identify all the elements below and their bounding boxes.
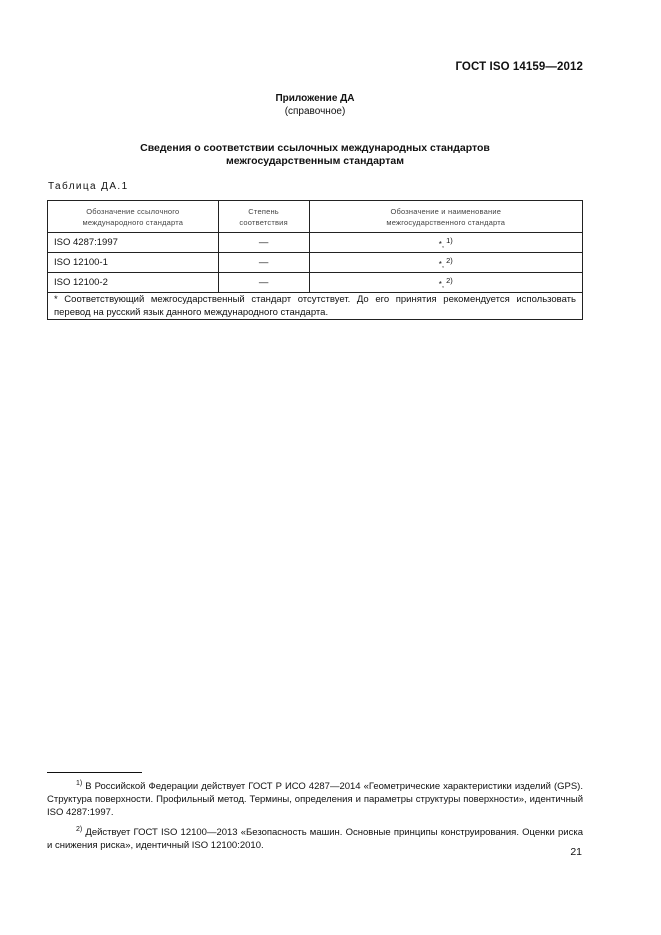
cell-standard: ISO 12100-1 <box>48 253 219 273</box>
cell-standard: ISO 4287:1997 <box>48 233 219 253</box>
cell-interstate <box>309 273 582 293</box>
header-col1-line2: международного стандарта <box>82 217 184 227</box>
table-row <box>48 273 583 293</box>
header-col3-line1: Обозначение и наименование <box>390 206 502 216</box>
appendix-subtitle: (справочное) <box>284 106 346 117</box>
footnote-ref[interactable]: 2) <box>446 275 453 285</box>
footnote-item <box>47 777 583 819</box>
footnote-marker: 1) <box>76 780 83 787</box>
section-title-line2: межгосударственным стандартам <box>226 155 404 167</box>
header-col3-line2: межгосударственного стандарта <box>386 217 506 227</box>
header-col2-line2: соответствия <box>239 217 288 227</box>
table-footnote: * Соответствующий межгосударственный стандарт отсутствует. До его принятия рекомендуется использовать перевод на русский язык данного международного стандарта. <box>48 293 583 320</box>
asterisk-mark: *, <box>438 239 445 249</box>
cell-degree: — <box>218 253 309 273</box>
section-title-line1: Сведения о соответствии ссылочных международных стандартов <box>140 142 490 154</box>
cell-degree: — <box>218 273 309 293</box>
table-header-row <box>48 201 583 233</box>
appendix-heading <box>0 92 630 118</box>
footnote-marker: 2) <box>76 826 83 834</box>
table-footnote-row <box>48 293 583 320</box>
asterisk-mark: *, <box>438 259 445 269</box>
page-footnotes <box>47 777 583 856</box>
section-title <box>0 142 630 168</box>
footnote-item <box>47 823 583 852</box>
table-row <box>48 233 583 253</box>
cell-interstate <box>309 253 582 273</box>
table-row <box>48 253 583 273</box>
correspondence-table <box>47 200 583 320</box>
header-col1-line1: Обозначение ссылочного <box>86 206 180 216</box>
footnote-ref[interactable]: 2) <box>446 255 453 265</box>
page-number: 21 <box>570 846 582 858</box>
cell-degree: — <box>218 233 309 253</box>
header-interstate-standard <box>309 201 582 233</box>
header-international-standard <box>48 201 219 233</box>
header-degree <box>218 201 309 233</box>
asterisk-mark: *, <box>438 279 445 289</box>
footnote-text: Действует ГОСТ ISO 12100—2013 «Безопасность машин. Основные принципы конструирования. Оценки риска и снижения риска», идентичный ISO 12100:2010. <box>47 827 583 852</box>
footnote-text: В Российской Федерации действует ГОСТ Р ИСО 4287—2014 «Геометрические характеристики изделий (GPS). Структура поверхности. Профильный метод. Термины, определения и параметры структуры поверхности», идентичный ISO 4287:1997. <box>47 781 583 819</box>
footnote-ref[interactable]: 1) <box>446 235 453 245</box>
appendix-title: Приложение ДА <box>275 93 355 104</box>
footnote-divider <box>47 772 142 773</box>
cell-interstate <box>309 233 582 253</box>
standard-code: ГОСТ ISO 14159—2012 <box>455 61 583 73</box>
cell-standard: ISO 12100-2 <box>48 273 219 293</box>
header-col2-line1: Степень <box>248 206 279 216</box>
table-label: Таблица ДА.1 <box>48 181 129 192</box>
